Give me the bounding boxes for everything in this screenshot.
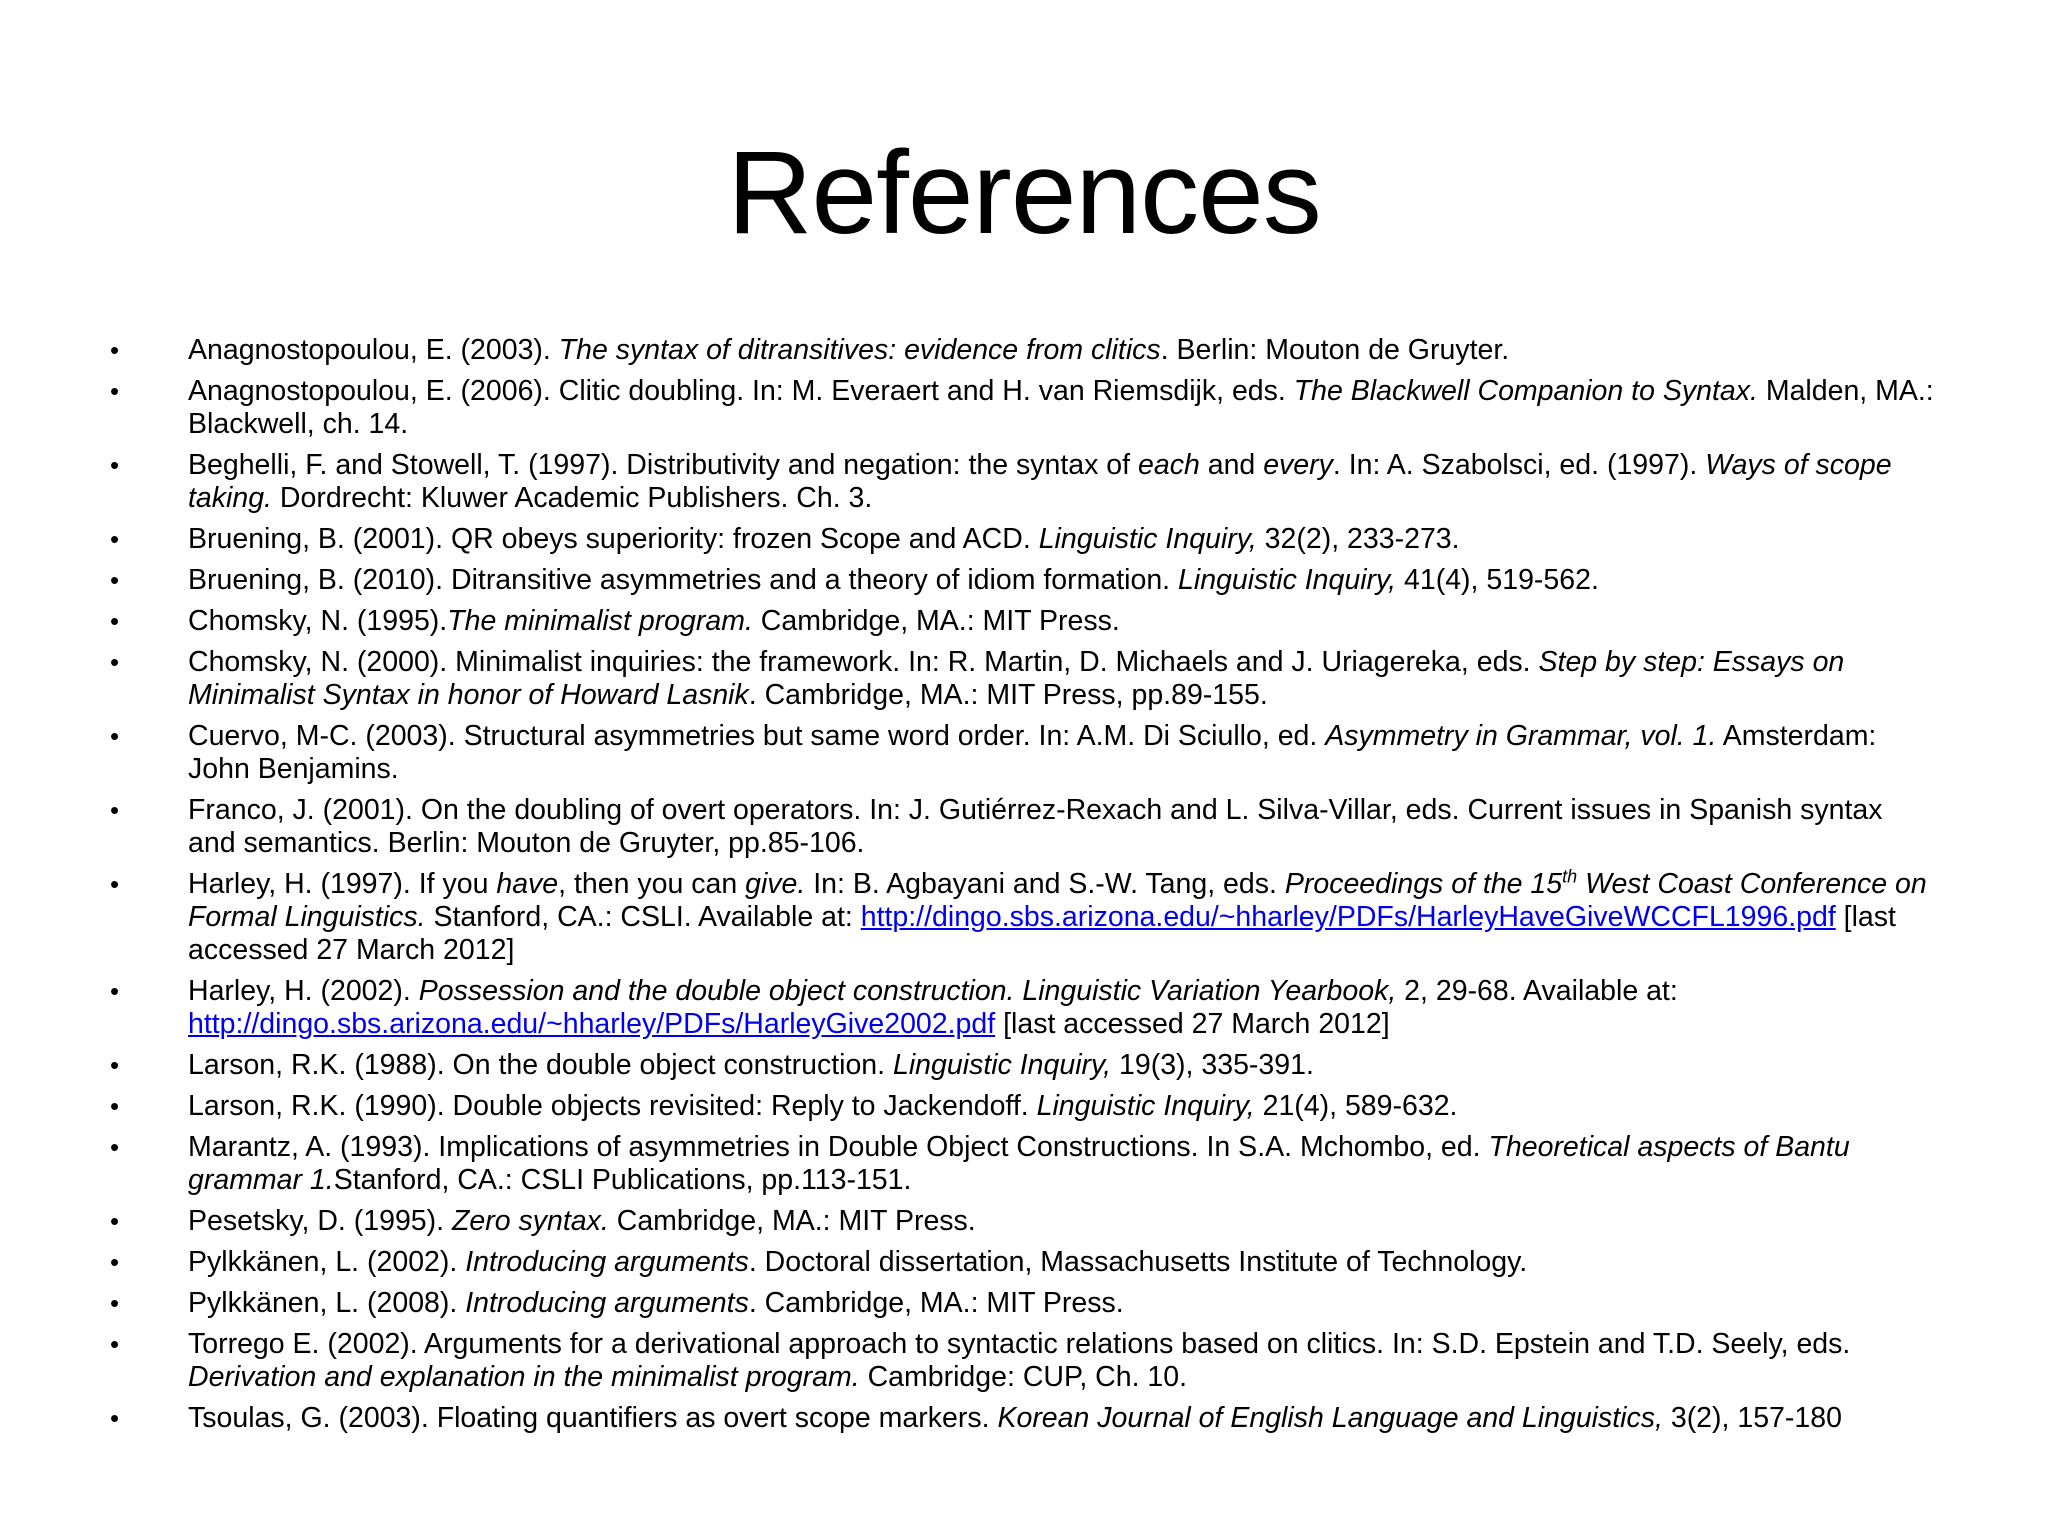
reference-text: Stanford, CA.: CSLI Publications, pp.113-151.	[333, 1164, 912, 1196]
reference-item	[104, 646, 1934, 712]
reference-text: Anagnostopoulou, E. (2003).	[188, 334, 559, 366]
reference-text: 41(4), 519-562.	[1396, 564, 1599, 596]
reference-text: [last accessed 27 March 2012]	[995, 1008, 1390, 1040]
italic-title-text: Introducing arguments	[465, 1287, 749, 1319]
reference-text: Pylkkänen, L. (2008).	[188, 1287, 466, 1319]
reference-text: 32(2), 233-273.	[1256, 523, 1460, 555]
italic-title-text: The minimalist program.	[447, 605, 753, 637]
reference-item	[104, 1246, 1934, 1279]
reference-text: Bruening, B. (2010). Ditransitive asymmetries and a theory of idiom formation.	[188, 564, 1179, 596]
bullet-icon: •	[110, 1206, 120, 1236]
reference-item	[104, 523, 1934, 556]
bullet-icon: •	[110, 1403, 120, 1433]
italic-title-text: give.	[745, 868, 806, 900]
slide-title: References	[727, 127, 1321, 259]
reference-text: [last accessed 27 March 2012]	[188, 901, 1896, 966]
italic-title-text: Linguistic Inquiry,	[893, 1049, 1112, 1081]
reference-text: Larson, R.K. (1988). On the double object construction.	[188, 1049, 893, 1081]
reference-text: Pylkkänen, L. (2002).	[188, 1246, 466, 1278]
reference-link[interactable]: http://dingo.sbs.arizona.edu/~hharley/PDFs/HarleyHaveGiveWCCFL1996.pdf	[860, 901, 1836, 933]
italic-title-text: Linguistic Inquiry,	[1038, 523, 1257, 555]
reference-item	[104, 375, 1934, 441]
reference-item	[104, 1402, 1934, 1435]
reference-text: 3(2), 157-180	[1662, 1402, 1842, 1434]
reference-text: Franco, J. (2001). On the doubling of overt operators. In: J. Gutiérrez-Rexach and L. Silva-Villar, eds. Current issues in Spanish syntax and semantics. Berlin: Mouton de Gruyter, pp.85-106.	[188, 794, 1883, 859]
reference-item	[104, 794, 1934, 860]
reference-text: . In: A. Szabolsci, ed. (1997).	[1332, 449, 1706, 481]
italic-title-text: every	[1263, 449, 1333, 481]
bullet-icon: •	[110, 450, 120, 480]
reference-text: Harley, H. (1997). If you	[188, 868, 497, 900]
italic-title-text: Theoretical aspects of Bantu grammar 1.	[188, 1131, 1850, 1196]
reference-text: Pesetsky, D. (1995).	[188, 1205, 452, 1237]
reference-item	[104, 564, 1934, 597]
reference-item	[104, 1049, 1934, 1082]
reference-text: Chomsky, N. (1995).	[188, 605, 448, 637]
italic-title-text: Zero syntax.	[452, 1205, 609, 1237]
reference-item	[104, 449, 1934, 515]
bullet-icon: •	[110, 1288, 120, 1318]
reference-item	[104, 868, 1934, 967]
reference-text: and	[1199, 449, 1264, 481]
reference-item	[104, 1328, 1934, 1394]
bullet-icon: •	[110, 976, 120, 1006]
reference-text: Anagnostopoulou, E. (2006). Clitic doubling. In: M. Everaert and H. van Riemsdijk, eds.	[188, 375, 1294, 407]
reference-text: . Cambridge, MA.: MIT Press, pp.89-155.	[748, 679, 1268, 711]
reference-text: Cambridge: CUP, Ch. 10.	[859, 1361, 1188, 1393]
reference-text: Harley, H. (2002).	[188, 975, 419, 1007]
bullet-icon: •	[110, 647, 120, 677]
bullet-icon: •	[110, 606, 120, 636]
reference-text: Beghelli, F. and Stowell, T. (1997). Distributivity and negation: the syntax of	[188, 449, 1138, 481]
reference-text: Larson, R.K. (1990). Double objects revisited: Reply to Jackendoff.	[188, 1090, 1037, 1122]
italic-title-text: Possession and the double object construction. Linguistic Variation Yearbook,	[418, 975, 1397, 1007]
reference-text: Chomsky, N. (2000). Minimalist inquiries: the framework. In: R. Martin, D. Michaels and J. Uriagereka, eds.	[188, 646, 1539, 678]
italic-title-text: Linguistic Inquiry,	[1178, 564, 1397, 596]
bullet-icon: •	[110, 1329, 120, 1359]
reference-item	[104, 605, 1934, 638]
bullet-icon: •	[110, 869, 120, 899]
italic-title-text: The syntax of ditransitives: evidence from clitics	[558, 334, 1161, 366]
reference-item	[104, 1205, 1934, 1238]
italic-title-text: Korean Journal of English Language and Linguistics,	[997, 1402, 1663, 1434]
italic-title-text: Asymmetry in Grammar, vol. 1.	[1325, 720, 1717, 752]
reference-text: . Cambridge, MA.: MIT Press.	[748, 1287, 1124, 1319]
reference-item	[104, 1090, 1934, 1123]
reference-item	[104, 334, 1934, 367]
italic-title-text: Linguistic Inquiry,	[1036, 1090, 1255, 1122]
italic-title-text: West Coast Conference on Formal Linguistics.	[188, 868, 1927, 933]
bullet-icon: •	[110, 1132, 120, 1162]
reference-text: Cambridge, MA.: MIT Press.	[752, 605, 1120, 637]
reference-text: Bruening, B. (2001). QR obeys superiority: frozen Scope and ACD.	[188, 523, 1039, 555]
reference-text: Torrego E. (2002). Arguments for a derivational approach to syntactic relations based on clitics. In: S.D. Epstein and T.D. Seely, eds.	[188, 1328, 1851, 1360]
reference-text: Stanford, CA.: CSLI. Available at:	[425, 901, 861, 933]
reference-text: . Berlin: Mouton de Gruyter.	[1160, 334, 1510, 366]
reference-text: Tsoulas, G. (2003). Floating quantifiers as overt scope markers.	[188, 1402, 998, 1434]
bullet-icon: •	[110, 721, 120, 751]
reference-text: 19(3), 335-391.	[1111, 1049, 1314, 1081]
bullet-icon: •	[110, 376, 120, 406]
italic-title-text: Step by step: Essays on Minimalist Syntax in honor of Howard Lasnik	[188, 646, 1845, 711]
bullet-icon: •	[110, 1050, 120, 1080]
reference-text: 21(4), 589-632.	[1254, 1090, 1458, 1122]
reference-text: Malden, MA.: Blackwell, ch. 14.	[188, 375, 1934, 440]
bullet-icon: •	[110, 795, 120, 825]
reference-text: Cambridge, MA.: MIT Press.	[608, 1205, 976, 1237]
reference-list	[104, 334, 1934, 1443]
bullet-icon: •	[110, 524, 120, 554]
reference-item	[104, 1287, 1934, 1320]
italic-title-text: The Blackwell Companion to Syntax.	[1293, 375, 1758, 407]
reference-text: Dordrecht: Kluwer Academic Publishers. Ch. 3.	[271, 482, 873, 514]
reference-text: Marantz, A. (1993). Implications of asymmetries in Double Object Constructions. In S.A. Mchombo, ed.	[188, 1131, 1489, 1163]
reference-text: Cuervo, M-C. (2003). Structural asymmetries but same word order. In: A.M. Di Sciullo, ed.	[188, 720, 1326, 752]
bullet-icon: •	[110, 1247, 120, 1277]
reference-link[interactable]: http://dingo.sbs.arizona.edu/~hharley/PDFs/HarleyGive2002.pdf	[188, 1008, 996, 1040]
italic-title-text: Proceedings of the 15	[1284, 868, 1563, 900]
reference-item	[104, 1131, 1934, 1197]
reference-item	[104, 975, 1934, 1041]
bullet-icon: •	[110, 565, 120, 595]
reference-text: . Doctoral dissertation, Massachusetts Institute of Technology.	[748, 1246, 1528, 1278]
italic-title-text: have	[496, 868, 559, 900]
reference-text: In: B. Agbayani and S.-W. Tang, eds.	[805, 868, 1285, 900]
bullet-icon: •	[110, 1091, 120, 1121]
reference-text: 2, 29-68. Available at:	[1396, 975, 1678, 1007]
italic-title-text: Derivation and explanation in the minimalist program.	[188, 1361, 860, 1393]
reference-text: Amsterdam: John Benjamins.	[188, 720, 1877, 785]
bullet-icon: •	[110, 335, 120, 365]
reference-text: , then you can	[558, 868, 746, 900]
superscript-text: th	[1562, 866, 1578, 887]
italic-title-text: each	[1138, 449, 1200, 481]
italic-title-text: Introducing arguments	[465, 1246, 749, 1278]
italic-title-text: Ways of scope taking.	[188, 449, 1892, 514]
reference-item	[104, 720, 1934, 786]
